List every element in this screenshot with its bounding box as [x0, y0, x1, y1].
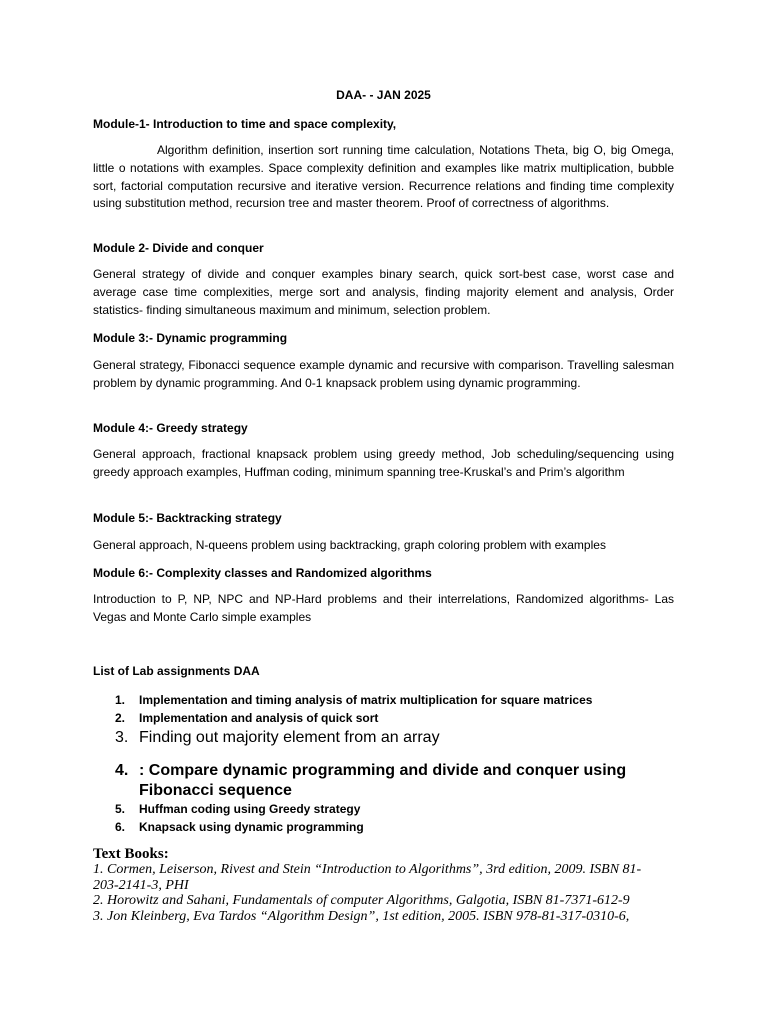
module-6-body: Introduction to P, NP, NPC and NP-Hard problems and their interrelations, Randomized algorithms- Las Vegas and Monte Carlo simple examples	[93, 592, 674, 624]
textbook-item: 1. Cormen, Leiserson, Rivest and Stein “Introduction to Algorithms”, 3rd edition, 2009. ISBN 81-203-2141-3, PHI	[93, 862, 642, 893]
module-3-heading: Module 3:- Dynamic programming	[93, 331, 288, 345]
lab-item	[115, 710, 675, 727]
lab-item	[115, 801, 675, 818]
lab-item-text: Huffman coding using Greedy strategy	[139, 802, 361, 816]
lab-item-text: : Compare dynamic programming and divide and conquer using Fibonacci sequence	[139, 762, 627, 799]
module-4-body: General approach, fractional knapsack problem using greedy method, Job scheduling/sequencing using greedy approach examples, Huffman coding, minimum spanning tree-Kruskal’s and Prim’s algorithm	[93, 447, 674, 479]
lab-item	[115, 728, 675, 748]
module-4-heading: Module 4:- Greedy strategy	[93, 421, 248, 435]
lab-item-number: 1.	[115, 693, 126, 707]
module-5-body: General approach, N-queens problem using backtracking, graph coloring problem with examples	[93, 538, 606, 552]
lab-item	[115, 819, 675, 836]
lab-item-number: 5.	[115, 802, 126, 816]
textbook-item: 3. Jon Kleinberg, Eva Tardos “Algorithm Design”, 1st edition, 2005. ISBN 978-81-317-0310-6,	[93, 909, 630, 924]
module-1-body: Algorithm definition, insertion sort running time calculation, Notations Theta, big O, big Omega, little o notations with examples. Space complexity definition and examples like matrix multiplication, bubble sort, factorial computation recursive and iterative version. Recurrence relations and finding time complexity using substitution method, recursion tree and master theorem. Proof of correctness of algorithms.	[93, 143, 674, 211]
module-2-heading: Module 2- Divide and conquer	[93, 241, 264, 255]
lab-item-number: 4.	[115, 762, 129, 779]
module-5-heading: Module 5:- Backtracking strategy	[93, 511, 282, 525]
module-1-heading: Module-1- Introduction to time and space complexity,	[93, 117, 397, 131]
lab-item-text: Knapsack using dynamic programming	[139, 820, 364, 834]
lab-item-number: 3.	[115, 729, 129, 746]
lab-item	[115, 761, 675, 801]
module-3-body: General strategy, Fibonacci sequence example dynamic and recursive with comparison. Travelling salesman problem by dynamic programming. And 0-1 knapsack problem using dynamic programming.	[93, 358, 674, 390]
lab-item-number: 6.	[115, 820, 126, 834]
lab-item-text: Implementation and timing analysis of matrix multiplication for square matrices	[139, 693, 593, 707]
textbook-item: 2. Horowitz and Sahani, Fundamentals of computer Algorithms, Galgotia, ISBN 81-7371-612-9	[93, 893, 630, 908]
lab-item-text: Finding out majority element from an array	[139, 729, 440, 746]
lab-item-number: 2.	[115, 711, 126, 725]
lab-item-text: Implementation and analysis of quick sort	[139, 711, 379, 725]
module-2-body: General strategy of divide and conquer examples binary search, quick sort-best case, worst case and average case time complexities, merge sort and analysis, finding majority element and analysis, Order statistics- finding simultaneous maximum and minimum, selection problem.	[93, 267, 674, 317]
lab-item	[115, 692, 675, 709]
module-6-heading: Module 6:- Complexity classes and Randomized algorithms	[93, 566, 432, 580]
lab-list-title: List of Lab assignments DAA	[93, 664, 260, 678]
document-title: DAA- - JAN 2025	[336, 88, 431, 102]
textbooks-heading: Text Books:	[93, 846, 169, 862]
